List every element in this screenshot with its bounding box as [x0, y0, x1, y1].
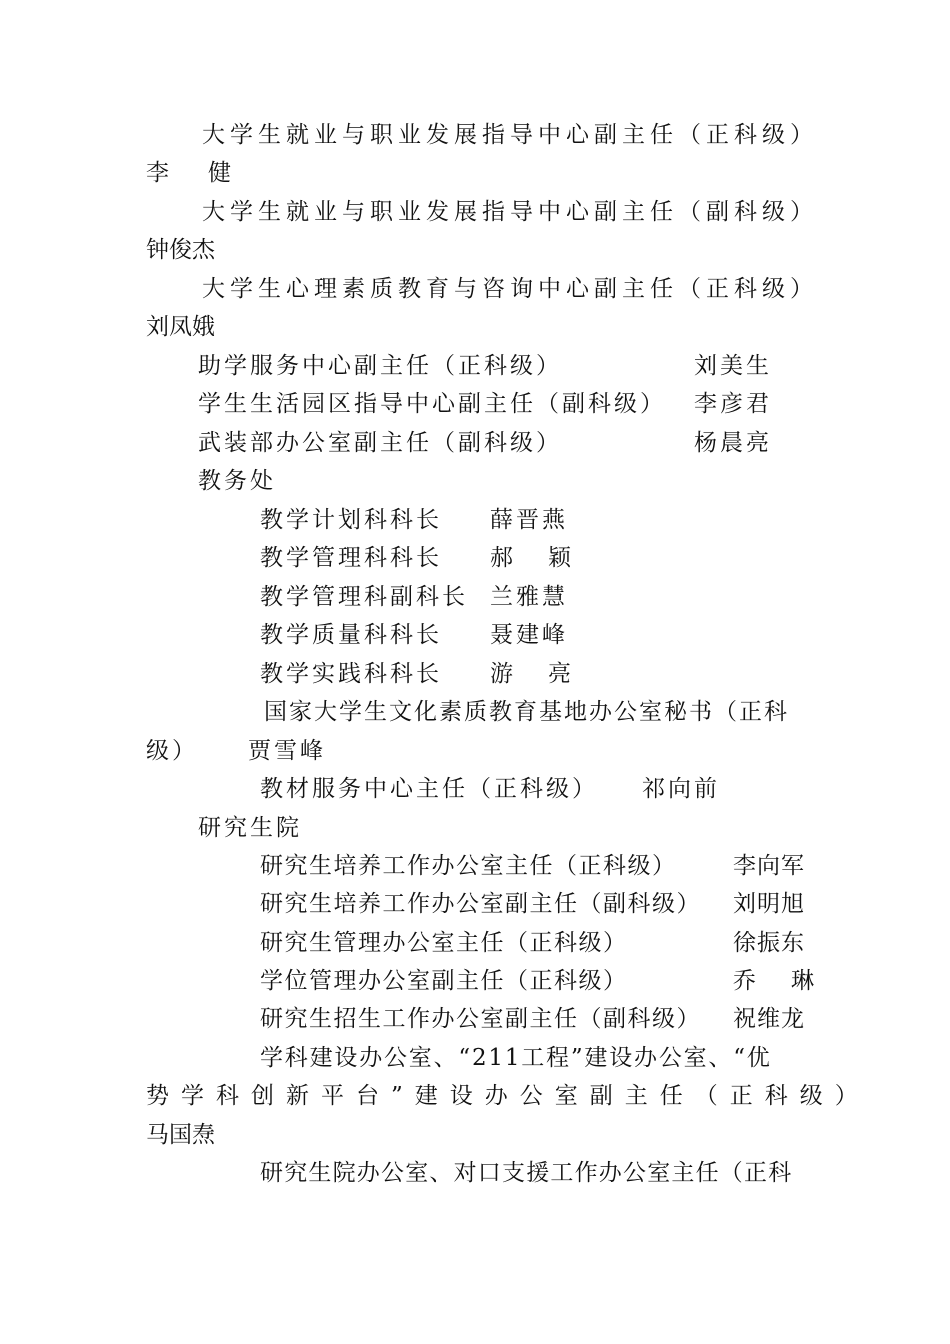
text-line: 教学管理科科长 — [260, 545, 442, 571]
text-line: 李 健 — [146, 160, 239, 186]
text-line: 刘美生 — [694, 353, 772, 379]
text-line: 徐振东 — [733, 930, 805, 956]
text-line: 研究生院办公室、对口支援工作办公室主任（正科 — [260, 1160, 793, 1186]
text-line: 大学生心理素质教育与咨询中心副主任（正科级） — [202, 276, 818, 302]
text-line: 李彦君 — [694, 391, 772, 417]
text-line: 聂建峰 — [490, 622, 568, 648]
text-line: 助学服务中心副主任（正科级） — [198, 353, 562, 379]
section-heading: 研究生院 — [198, 815, 302, 841]
text-line: 研究生培养工作办公室主任（正科级） — [260, 853, 677, 879]
text-line: 李向军 — [733, 853, 805, 879]
text-line: 郝 颖 — [490, 545, 577, 571]
text-line: 学位管理办公室副主任（正科级） — [260, 968, 628, 994]
text-line: 刘凤娥 — [146, 314, 215, 340]
text-line: 薛晋燕 — [490, 507, 568, 533]
text-line: 国家大学生文化素质教育基地办公室秘书（正科 — [264, 699, 789, 725]
text-line: 大学生就业与职业发展指导中心副主任（正科级） — [202, 122, 818, 148]
text-line: 刘明旭 — [733, 891, 805, 917]
text-line: 乔 琳 — [733, 968, 820, 994]
text-line: 杨晨亮 — [694, 430, 772, 456]
text-line: 学科建设办公室、“211工程”建设办公室、“优 — [260, 1045, 772, 1071]
text-line: 教学实践科科长 — [260, 661, 442, 687]
text-line: 武装部办公室副主任（副科级） — [198, 430, 562, 456]
text-line: 兰雅慧 — [490, 584, 568, 610]
text-line: 级） — [146, 738, 198, 764]
text-line: 教学管理科副科长 — [260, 584, 468, 610]
text-line: 教学计划科科长 — [260, 507, 442, 533]
text-line: 教学质量科科长 — [260, 622, 442, 648]
text-line: 大学生就业与职业发展指导中心副主任（副科级） — [202, 199, 818, 225]
text-line: 教材服务中心主任（正科级） — [260, 776, 598, 802]
text-line: 游 亮 — [490, 661, 577, 687]
text-line: 祝维龙 — [733, 1006, 805, 1032]
text-line: 研究生管理办公室主任（正科级） — [260, 930, 628, 956]
text-line: 研究生招生工作办公室副主任（副科级） — [260, 1006, 701, 1032]
text-line: 钟俊杰 — [146, 237, 215, 263]
text-line: 祁向前 — [642, 776, 720, 802]
text-line: 研究生培养工作办公室副主任（副科级） — [260, 891, 701, 917]
text-line: 马国焘 — [146, 1122, 215, 1148]
text-line: 贾雪峰 — [248, 738, 326, 764]
section-heading: 教务处 — [198, 468, 276, 494]
text-line: 学生生活园区指导中心副主任（副科级） — [198, 391, 666, 417]
text-line: 势学科创新平台”建设办公室副主任（正科级） — [146, 1083, 870, 1109]
